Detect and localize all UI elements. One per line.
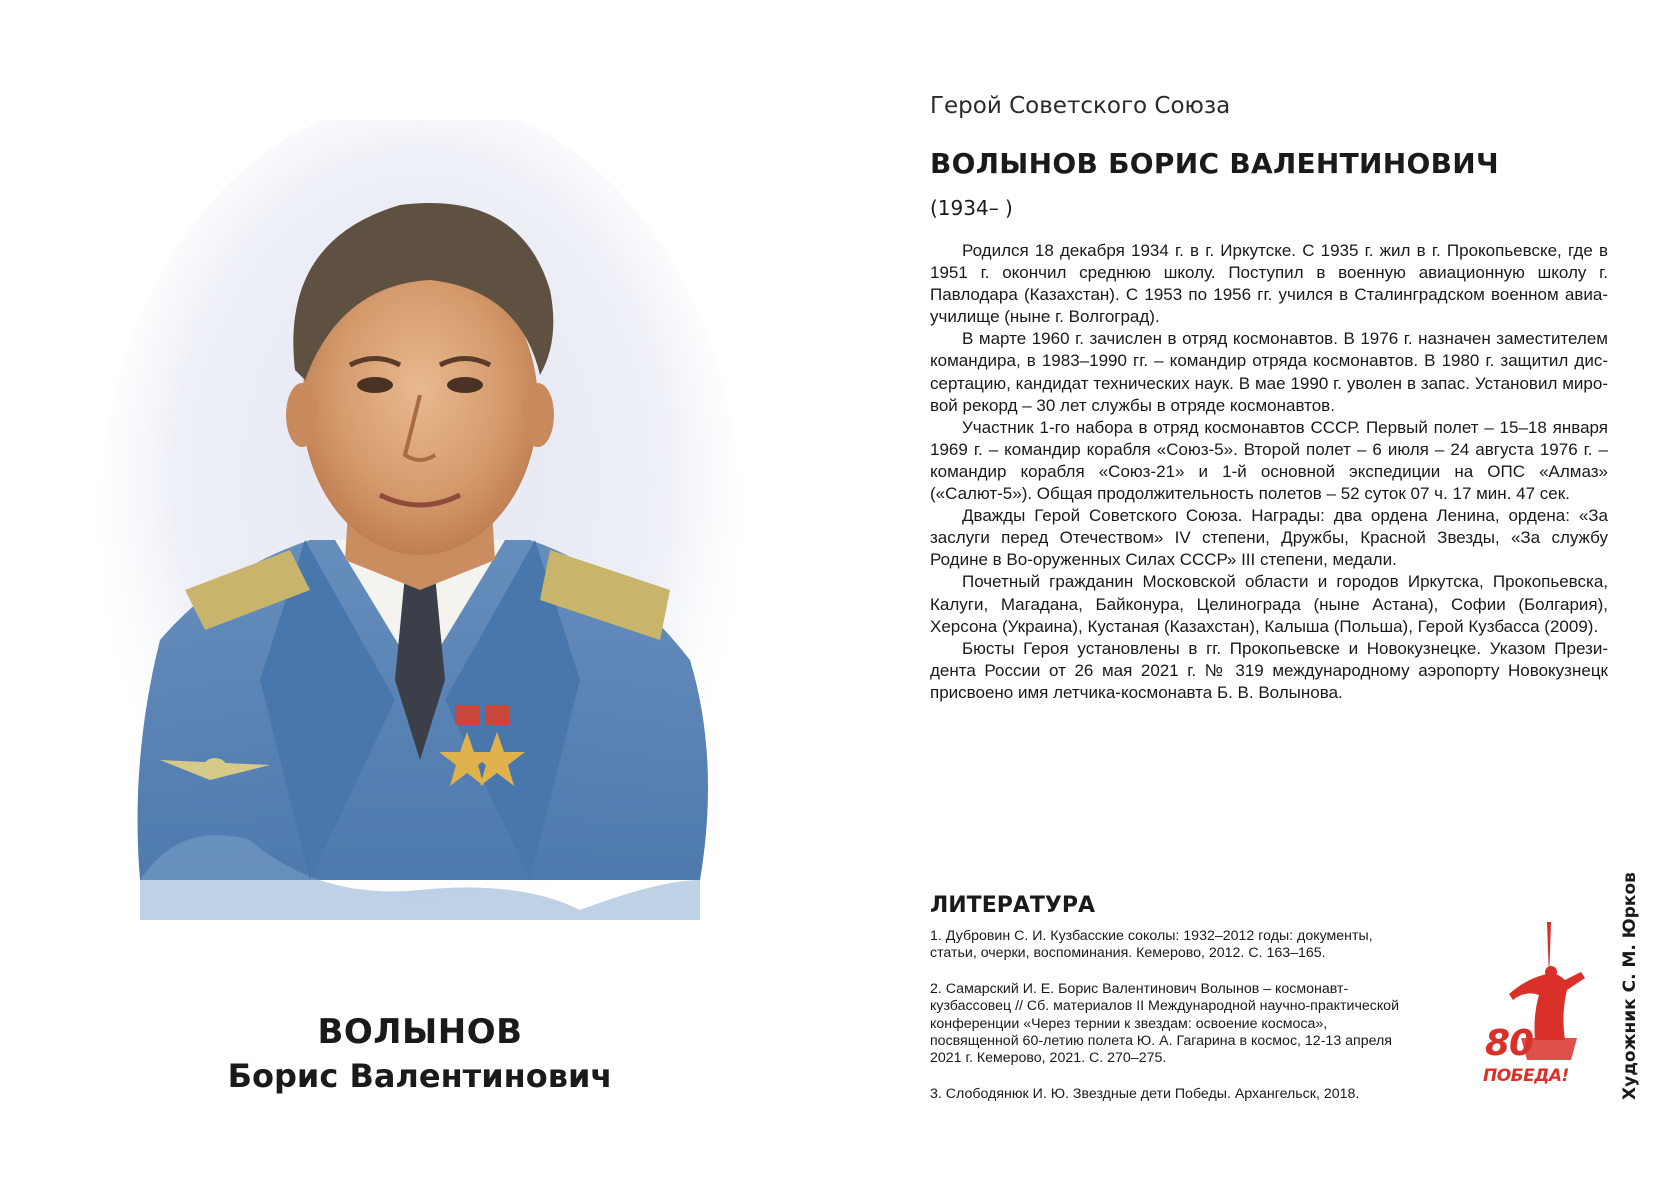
bio-paragraph: Дважды Герой Советского Союза. Награды: два ордена Ленина, ордена: «За заслуги перед Отечеством» IV степени, Дружбы, Красной Звезды, «За службу Родине в Во-оруженных Силах СССР» III степени, медали. xyxy=(930,506,1608,570)
literature-item: 1. Дубровин С. И. Кузбасские соколы: 1932–2012 годы: документы, статьи, очерки, воспоминания. Кемерово, 2012. С. 163–165. xyxy=(930,928,1373,962)
caption-given-names: Борис Валентинович xyxy=(227,1057,613,1095)
victory-80-badge xyxy=(1485,920,1605,1105)
literature-heading: ЛИТЕРАТУРА xyxy=(930,893,1095,918)
subtitle: Герой Советского Союза xyxy=(930,93,1231,119)
portrait-icon xyxy=(100,120,740,960)
literature-item: 3. Слободянюк И. Ю. Звездные дети Победы. Архангельск, 2018. xyxy=(930,1085,1360,1102)
name-title: ВОЛЫНОВ БОРИС ВАЛЕНТИНОВИЧ xyxy=(930,147,1499,180)
portrait-caption xyxy=(150,1010,690,1098)
literature-list xyxy=(930,928,1410,1121)
bio-paragraph: В марте 1960 г. зачислен в отряд космонавтов. В 1976 г. назначен заместителем командира, в 1983–1990 гг. – командир отряда космонавтов. В 1980 г. защитил дис-сертацию, кандидат технических наук. В мае 1990 г. уволен в запас. Установил миро-вой рекорд – 30 лет службы в отряде космонавтов. xyxy=(930,329,1608,415)
badge-number: 80 xyxy=(1485,1023,1534,1064)
bio-paragraph: Участник 1-го набора в отряд космонавтов СССР. Первый полет – 15–18 января 1969 г. – командир корабля «Союз-5». Второй полет – 6 июля – 24 августа 1976 г. – командир корабля «Союз-21» и 1-й основной экспедиции на ОПС «Алмаз» («Салют-5»). Общая продолжительность полетов – 52 суток 07 ч. 17 мин. 47 сек. xyxy=(930,417,1608,504)
right-page xyxy=(840,0,1680,1188)
bio-paragraph: Бюсты Героя установлены в гг. Прокопьевске и Новокузнецке. Указом Прези-дента России от 26 мая 2021 г. № 319 международному аэропорту Новокузнецк присвоено имя летчика-космонавта Б. В. Волынова. xyxy=(930,638,1608,702)
portrait-illustration xyxy=(100,120,740,960)
bio-paragraph: Почетный гражданин Московской области и городов Иркутска, Прокопьевска, Калуги, Магадана, Байконура, Целинограда (ныне Астана), Софии (Болгария), Херсона (Украина), Кустаная (Казахстан), Калыша (Польша), Герой Кузбасса (2009). xyxy=(930,572,1608,636)
caption-surname: ВОЛЫНОВ xyxy=(317,1012,523,1052)
artist-credit-text: Художник С. М. Юрков xyxy=(1620,872,1640,1100)
literature-item: 2. Самарский И. Е. Борис Валентинович Волынов – космонавт-кузбассовец // Сб. материалов II Международной научно-практической конференции «Через тернии к звездам: освоение космоса», посвященной 60-летию полета Ю. А. Гагарина в космос, 12-13 апреля 2021 г. Кемерово, 2021. С. 270–275. xyxy=(930,980,1399,1067)
biography xyxy=(930,240,1608,704)
bio-paragraph: Родился 18 декабря 1934 г. в г. Иркутске. С 1935 г. жил в г. Прокопьевске, где в 1951 г. окончил среднюю школу. Поступил в военную авиационную школу г. Павлодара (Казахстан). С 1953 по 1956 гг. учился в Сталинградском военном авиа-училище (ныне г. Волгоград). xyxy=(930,241,1608,327)
badge-word: ПОБЕДА! xyxy=(1483,1066,1569,1086)
life-years: (1934– ) xyxy=(930,196,1013,220)
